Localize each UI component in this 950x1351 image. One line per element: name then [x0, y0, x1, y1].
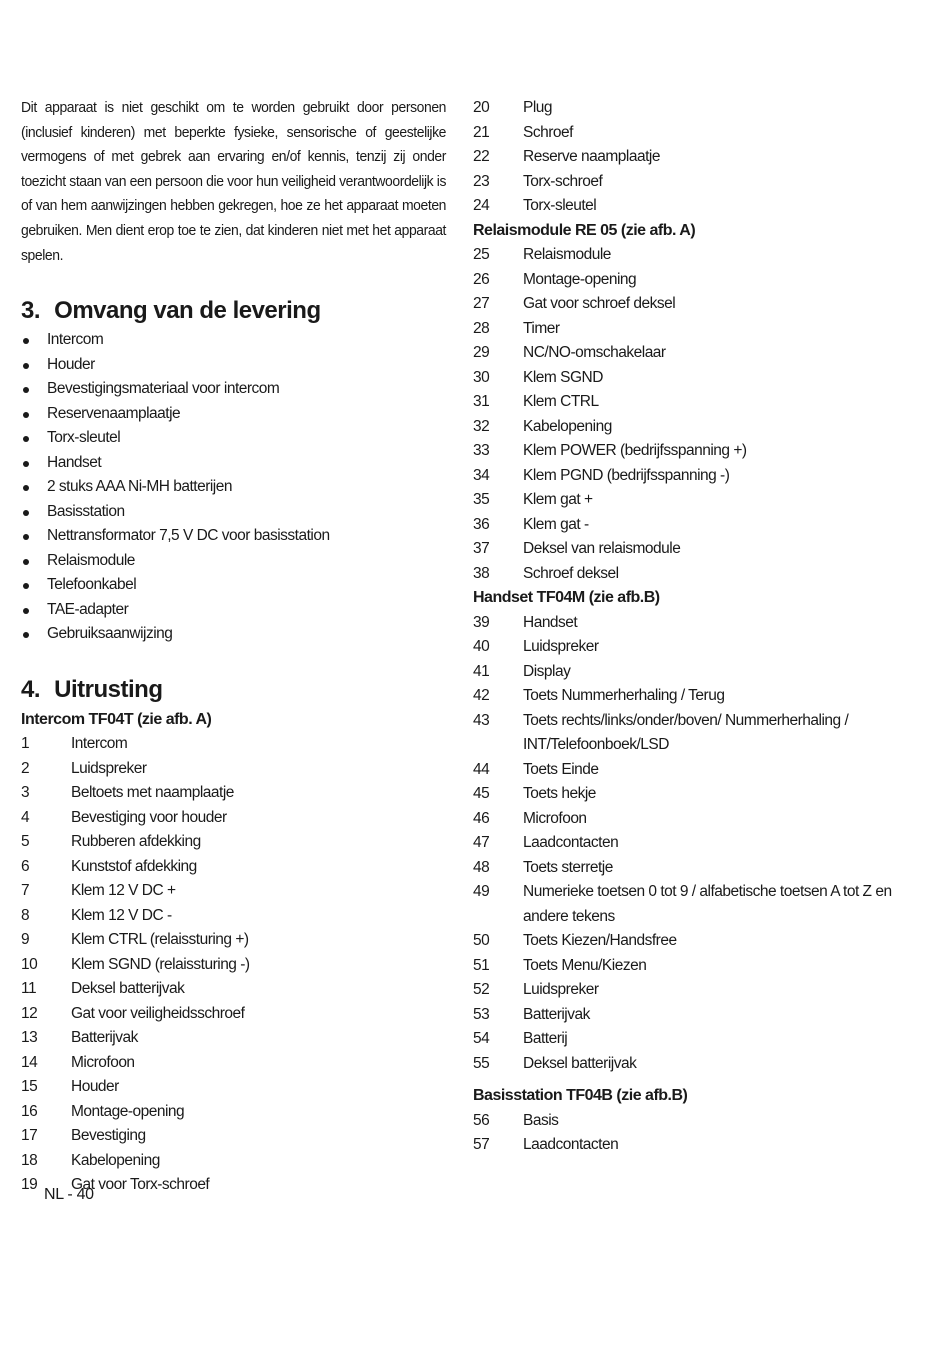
part-number: 13 — [21, 1029, 38, 1047]
part-label: Montage-opening — [523, 270, 637, 288]
part-number: 12 — [21, 1004, 38, 1022]
part-label: Klem SGND — [523, 368, 603, 386]
part-number: 20 — [473, 99, 490, 116]
delivery-item-label: Torx-sleutel — [47, 429, 121, 447]
delivery-item-label: Telefoonkabel — [47, 576, 137, 594]
part-number: 47 — [473, 834, 490, 851]
section-3-heading — [21, 296, 446, 326]
part-number: 53 — [473, 1005, 490, 1023]
part-number: 18 — [21, 1151, 38, 1169]
part-label: Microfoon — [523, 809, 587, 827]
part-label: Deksel van relaismodule — [523, 540, 681, 557]
part-number: 45 — [473, 785, 490, 802]
part-label: Laadcontacten — [523, 834, 619, 851]
part-number: 49 — [473, 883, 490, 900]
part-list-item — [473, 1027, 913, 1052]
part-number: 57 — [473, 1136, 490, 1153]
part-number: 3 — [21, 784, 30, 802]
part-list-item — [473, 684, 913, 709]
part-list-item — [473, 856, 913, 881]
part-label: Reserve naamplaatje — [523, 148, 660, 165]
part-label: Kunststof afdekking — [71, 857, 197, 875]
delivery-item-label: 2 stuks AAA Ni-MH batterijen — [47, 478, 232, 496]
part-number: 55 — [473, 1054, 490, 1072]
part-list-item — [473, 537, 913, 562]
part-label: Kabelopening — [523, 417, 612, 435]
part-label: Display — [523, 662, 571, 680]
delivery-item-label: Handset — [47, 453, 102, 471]
part-list-item — [21, 855, 446, 880]
delivery-item-label: Basisstation — [47, 502, 125, 520]
part-label: Handset — [523, 613, 578, 631]
part-list-item — [473, 562, 913, 587]
part-list-item — [21, 732, 446, 757]
delivery-list-item — [21, 451, 446, 476]
part-label: Klem 12 V DC - — [71, 906, 172, 924]
delivery-list-item — [21, 549, 446, 574]
part-label: Toets sterretje — [523, 858, 613, 876]
part-list-item — [473, 170, 913, 195]
delivery-list-item — [21, 426, 446, 451]
part-list-item — [21, 806, 446, 831]
delivery-list-item — [21, 328, 446, 353]
part-number: 4 — [21, 808, 30, 826]
part-number: 2 — [21, 759, 30, 777]
part-number: 1 — [21, 735, 30, 753]
part-list-item — [473, 611, 913, 636]
part-label: Toets Menu/Kiezen — [523, 956, 647, 974]
section-3-title: Omvang van de levering — [54, 297, 321, 325]
part-number: 51 — [473, 956, 490, 974]
right-column — [473, 96, 913, 1158]
part-number: 14 — [21, 1053, 38, 1071]
bullet-icon — [23, 510, 29, 516]
part-number: 7 — [21, 882, 30, 900]
part-label: Deksel batterijvak — [523, 1054, 637, 1072]
part-number: 28 — [473, 319, 490, 337]
part-label: Klem POWER (bedrijfsspanning +) — [523, 442, 747, 459]
part-label: Klem PGND (bedrijfsspanning -) — [523, 466, 730, 484]
delivery-item-label: Nettransformator 7,5 V DC voor basisstation — [47, 527, 330, 545]
section-3-number: 3. — [21, 297, 41, 325]
delivery-item-label: Houder — [47, 355, 95, 373]
part-number: 23 — [473, 172, 490, 190]
part-label: Gat voor Torx-schroef — [71, 1176, 210, 1194]
part-list-item — [473, 1133, 913, 1158]
part-number: 32 — [473, 417, 490, 435]
part-list-item — [473, 268, 913, 293]
part-list-item — [473, 954, 913, 979]
part-list-item — [473, 709, 913, 758]
delivery-list-item — [21, 622, 446, 647]
part-number: 25 — [473, 246, 490, 263]
part-label: Kabelopening — [71, 1151, 160, 1169]
part-number: 5 — [21, 833, 30, 851]
part-label: Batterijvak — [523, 1005, 590, 1023]
delivery-list-item — [21, 475, 446, 500]
part-label: Schroef — [523, 123, 573, 141]
part-list-item — [473, 464, 913, 489]
part-label: Timer — [523, 319, 560, 337]
relay-module-heading: Relaismodule RE 05 (zie afb. A) — [473, 221, 696, 239]
part-number: 30 — [473, 368, 490, 386]
part-label: Gat voor schroef deksel — [523, 295, 676, 312]
part-list-item — [473, 831, 913, 856]
part-list-item — [21, 1100, 446, 1125]
part-list-item — [473, 660, 913, 685]
delivery-list-item — [21, 377, 446, 402]
intercom-parts-list-continued — [473, 96, 913, 219]
part-list-item — [473, 194, 913, 219]
part-number: 24 — [473, 197, 490, 214]
part-number: 42 — [473, 687, 490, 704]
part-number: 15 — [21, 1078, 38, 1096]
part-list-item — [21, 781, 446, 806]
delivery-list-item — [21, 402, 446, 427]
part-label: Microfoon — [71, 1053, 135, 1071]
part-list-item — [21, 1075, 446, 1100]
part-label: Batterijvak — [71, 1029, 138, 1047]
bullet-icon — [23, 534, 29, 540]
part-number: 43 — [473, 711, 490, 729]
part-list-item — [473, 807, 913, 832]
bullet-icon — [23, 412, 29, 418]
bullet-icon — [23, 338, 29, 344]
part-list-item — [473, 390, 913, 415]
part-number: 44 — [473, 760, 490, 778]
part-list-item — [21, 904, 446, 929]
part-number: 27 — [473, 295, 490, 312]
part-label: Bevestiging — [71, 1127, 146, 1145]
part-label: Toets rechts/links/onder/boven/ Nummerherhaling / INT/Telefoonboek/LSD — [523, 711, 849, 753]
part-number: 26 — [473, 270, 490, 288]
part-number: 10 — [21, 955, 38, 973]
delivery-list-item — [21, 573, 446, 598]
part-list-item — [473, 341, 913, 366]
part-list-item — [473, 439, 913, 464]
part-label: Luidspreker — [523, 981, 599, 998]
part-number: 17 — [21, 1127, 38, 1145]
part-number: 46 — [473, 809, 490, 827]
part-number: 41 — [473, 662, 490, 680]
section-4-number: 4. — [21, 675, 41, 703]
part-label: Torx-schroef — [523, 172, 603, 190]
bullet-icon — [23, 387, 29, 393]
delivery-item-label: TAE-adapter — [47, 600, 129, 618]
part-list-item — [21, 1026, 446, 1051]
part-label: Gat voor veiligheidsschroef — [71, 1004, 245, 1022]
part-label: Toets Kiezen/Handsfree — [523, 932, 677, 949]
part-label: Houder — [71, 1078, 119, 1096]
part-list-item — [473, 635, 913, 660]
part-number: 34 — [473, 466, 490, 484]
part-list-item — [473, 243, 913, 268]
base-station-heading: Basisstation TF04B (zie afb.B) — [473, 1087, 688, 1104]
part-list-item — [21, 830, 446, 855]
part-number: 54 — [473, 1030, 490, 1047]
part-label: Bevestiging voor houder — [71, 808, 227, 826]
part-number: 29 — [473, 344, 490, 361]
part-list-item — [21, 928, 446, 953]
part-list-item — [473, 145, 913, 170]
part-list-item — [21, 879, 446, 904]
part-label: Klem gat - — [523, 515, 589, 533]
left-column — [21, 96, 446, 1198]
bullet-icon — [23, 436, 29, 442]
handset-parts-list — [473, 611, 913, 1077]
part-list-item — [473, 96, 913, 121]
bullet-icon — [23, 608, 29, 614]
part-label: Beltoets met naamplaatje — [71, 784, 234, 802]
part-number: 50 — [473, 932, 490, 949]
part-list-item — [473, 121, 913, 146]
part-label: Montage-opening — [71, 1102, 185, 1120]
part-list-item — [473, 929, 913, 954]
delivery-item-label: Gebruiksaanwijzing — [47, 625, 173, 643]
intercom-heading: Intercom TF04T (zie afb. A) — [21, 710, 212, 728]
delivery-item-label: Bevestigingsmateriaal voor intercom — [47, 380, 280, 398]
section-4-heading — [21, 675, 446, 705]
part-list-item — [473, 1109, 913, 1134]
part-number: 48 — [473, 858, 490, 876]
delivery-item-label: Intercom — [47, 331, 104, 349]
part-label: Klem CTRL — [523, 393, 599, 410]
part-list-item — [473, 1052, 913, 1077]
relay-module-parts-list — [473, 243, 913, 586]
part-label: Rubberen afdekking — [71, 833, 201, 851]
part-label: Toets Nummerherhaling / Terug — [523, 687, 725, 704]
part-label: Deksel batterijvak — [71, 980, 185, 998]
part-number: 56 — [473, 1111, 490, 1129]
part-number: 21 — [473, 123, 490, 141]
part-list-item — [21, 1051, 446, 1076]
part-label: Plug — [523, 99, 553, 116]
part-number: 36 — [473, 515, 490, 533]
part-list-item — [21, 953, 446, 978]
part-label: Schroef deksel — [523, 564, 619, 582]
part-number: 16 — [21, 1102, 38, 1120]
part-number: 38 — [473, 564, 490, 582]
part-list-item — [473, 758, 913, 783]
delivery-list-item — [21, 524, 446, 549]
part-list-item — [473, 782, 913, 807]
section-4-title: Uitrusting — [54, 675, 163, 703]
part-list-item — [473, 880, 913, 929]
part-label: Laadcontacten — [523, 1136, 619, 1153]
part-list-item — [473, 415, 913, 440]
part-list-item — [21, 977, 446, 1002]
part-number: 8 — [21, 906, 30, 924]
part-number: 6 — [21, 857, 30, 875]
bullet-icon — [23, 485, 29, 491]
part-label: Intercom — [71, 735, 128, 753]
part-number: 40 — [473, 638, 490, 655]
part-number: 11 — [21, 980, 37, 998]
delivery-list-item — [21, 500, 446, 525]
delivery-list — [21, 328, 446, 647]
part-list-item — [473, 513, 913, 538]
part-label: Relaismodule — [523, 246, 611, 263]
part-label: Numerieke toetsen 0 tot 9 / alfabetische toetsen A tot Z en andere tekens — [523, 883, 892, 925]
part-list-item — [21, 1002, 446, 1027]
part-number: 33 — [473, 442, 490, 459]
part-number: 52 — [473, 981, 490, 998]
handset-heading: Handset TF04M (zie afb.B) — [473, 589, 660, 606]
part-number: 19 — [21, 1176, 38, 1194]
part-list-item — [21, 1124, 446, 1149]
part-label: Basis — [523, 1111, 559, 1129]
part-list-item — [473, 978, 913, 1003]
bullet-icon — [23, 461, 29, 467]
part-list-item — [473, 488, 913, 513]
part-label: Klem gat + — [523, 491, 593, 508]
bullet-icon — [23, 583, 29, 589]
part-number: 9 — [21, 931, 30, 949]
part-number: 39 — [473, 613, 490, 631]
base-station-parts-list — [473, 1109, 913, 1158]
part-number: 31 — [473, 393, 490, 410]
part-label: Klem CTRL (relaissturing +) — [71, 931, 249, 949]
part-list-item — [21, 1149, 446, 1174]
part-list-item — [21, 757, 446, 782]
bullet-icon — [23, 559, 29, 565]
part-list-item — [473, 1003, 913, 1028]
part-label: NC/NO-omschakelaar — [523, 344, 666, 361]
part-label: Klem SGND (relaissturing -) — [71, 955, 250, 973]
part-list-item — [473, 317, 913, 342]
part-list-item — [473, 292, 913, 317]
part-number: 22 — [473, 148, 490, 165]
part-label: Toets hekje — [523, 785, 596, 802]
part-label: Klem 12 V DC + — [71, 882, 176, 900]
part-label: Luidspreker — [523, 638, 599, 655]
part-label: Batterij — [523, 1030, 568, 1047]
bullet-icon — [23, 363, 29, 369]
delivery-item-label: Relaismodule — [47, 551, 135, 569]
part-label: Torx-sleutel — [523, 197, 597, 214]
part-number: 35 — [473, 491, 490, 508]
delivery-list-item — [21, 598, 446, 623]
delivery-item-label: Reservenaamplaatje — [47, 404, 181, 422]
bullet-icon — [23, 632, 29, 638]
part-list-item — [473, 366, 913, 391]
intercom-parts-list — [21, 732, 446, 1198]
part-label: Toets Einde — [523, 760, 599, 778]
page-number: NL - 40 — [44, 1186, 94, 1203]
delivery-list-item — [21, 353, 446, 378]
part-label: Luidspreker — [71, 759, 147, 777]
intro-paragraph: Dit apparaat is niet geschikt om te worden gebruikt door personen (inclusief kinderen) met beperkte fysieke, sensorische of geestelijke vermogens of met gebrek aan ervaring en/of kennis, tenzij zij onder toezicht staan van een persoon die voor hun veiligheid verantwoordelijk is of van hem aanwijzingen hebben gekregen, hoe ze het apparaat moeten gebruiken. Men dient erop toe te zien, dat kinderen niet met het apparaat spelen. — [21, 99, 447, 264]
part-number: 37 — [473, 540, 490, 557]
